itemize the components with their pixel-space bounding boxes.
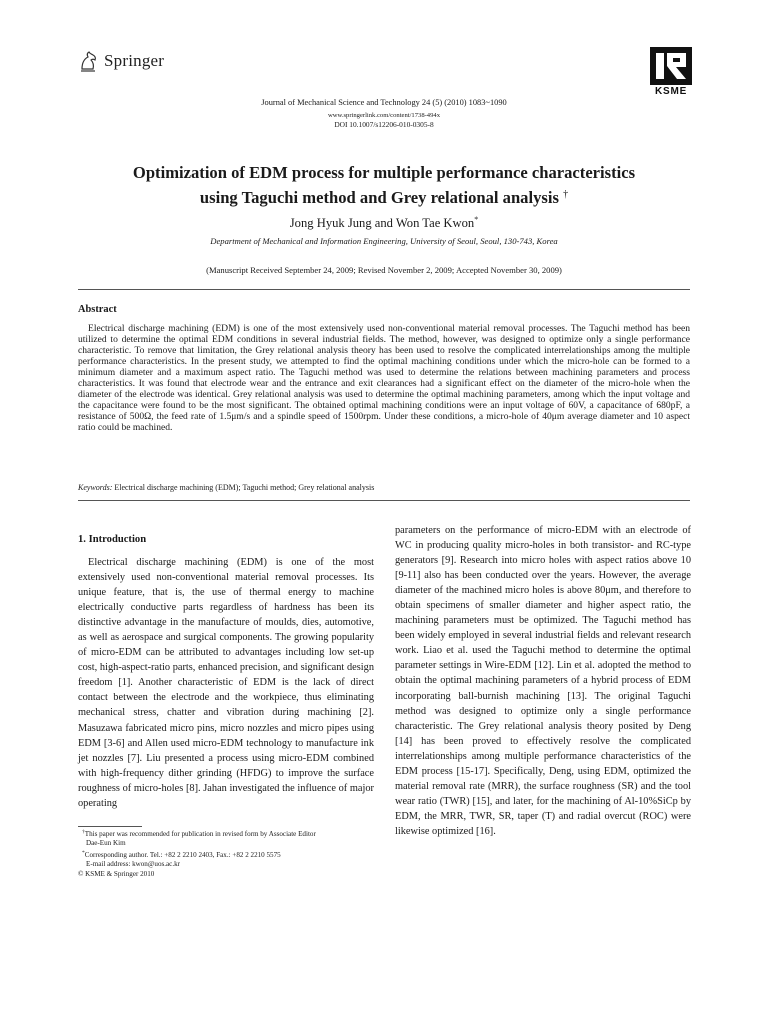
abstract-heading: Abstract (78, 304, 117, 315)
footnote-mark-asterisk: * (82, 849, 85, 856)
abstract-text: Electrical discharge machining (EDM) is one of the most extensively used non-conventional material removal processes. The Taguchi method has been utilized to determine the optimal EDM conditions in several industrial fields. The method, however, was designed to optimize only a single performance characteristic. To remove that limitation, the Grey relational analysis theory has been used to resolve the complicated interrelationships among the multiple performance characteristics. In the present study, we attempted to find the optimal machining conditions under which the micro-hole can be formed to a minimum diameter and a maximum aspect ratio. The Taguchi method was used to determine the relations between machining parameters and process characteristics. It was found that electrode wear and the entrance and exit clearances had a significant effect on the diameter of the micro-hole when the diameter of the electrode was identical. Grey relational analysis was used to determine the optimal machining parameters, among which the input voltage and the capacitance were found to be the most significant. The obtained optimal machining conditions were an input voltage of 60V, a capacitance of 680pF, a resistance of 500Ω, the feed rate of 1.5μm/s and a spindle speed of 1500rpm. Under these conditions, a micro-hole of 40μm average diameter and 10 aspect ratio could be machined. (78, 323, 690, 434)
footnote-email: E-mail address: kwon@uos.ac.kr (86, 860, 180, 869)
journal-citation: Journal of Mechanical Science and Technology 24 (5) (2010) 1083~1090 (261, 98, 507, 107)
journal-header (0, 98, 768, 129)
manuscript-dates: (Manuscript Received September 24, 2009; Revised November 2, 2009; Accepted November 30, 2009) (206, 265, 562, 275)
body-column-left: Electrical discharge machining (EDM) is one of the most extensively used non-conventional material removal processes. Its unique feature, that is, the use of thermal energy to machine electrically conductive parts regardless of hardness has been its distinctive advantage in the manufacture of moulds, dies, automotive, as well as aerospace and surgical components. The growing popularity of micro-EDM can be attributed to advantages including low set-up cost, high-aspect-ratio parts, enhanced precision, and significant design freedom [1]. Another characteristic of EDM is the lack of direct contact between the electrode and the workpiece, thus eliminating mechanical stress, chatter and vibration during machining [2]. Masuzawa fabricated micro pins, micro nozzles and micro pipes using EDM [3-6] and Allen used micro-EDM technology to manufacture ink jet nozzles [7]. Liu presented a process using micro-EDM combined with high-frequency dither grinding (HFDG) to improve the surface roughness of micro-holes [8]. Jahan investigated the influence of major operating (78, 557, 374, 809)
keywords-label: Keywords: (78, 483, 113, 492)
footnote-corresponding (78, 849, 378, 860)
abstract-bottom-divider (78, 500, 690, 501)
body-column-right: parameters on the performance of micro-EDM with an electrode of WC in producing quality micro-holes in both transistor- and RC-type generators [9]. Research into micro holes with aspect ratios above 10 [9-11] also has been conducted over the years. However, the average diameter of the machined micro holes is above 80μm, and therefore to obtain specimens of smaller diameter and higher aspect ratio, the machining parameters must be optimized. The Taguchi method has been widely employed in several industrial fields and relevant research work. Liao et al. used the Taguchi method to determine the optimal parameter settings in Wire-EDM [12]. Lin et al. adopted the method to obtain the optimal machining parameters of a hybrid process of EDM incorporating ball-burnish machining [13]. The original Taguchi method was designed to optimize only a single performance characteristic. The Grey relational analysis theory posited by Deng [14] has been proved to effectively resolve the complicated interrelationships among multiple performance characteristics of the EDM process [15-17]. Specifically, Deng, using EDM, optimized the material removal rate (MRR), the surface roughness (SR) and the tool wear ratio (TWR) [15], and later, for the machining of Al-10%SiCp by EDM, the MRR, TWR, SR, taper (T) and radial overcut (ROC) were likewise optimized [16]. (395, 525, 691, 837)
springer-horse-icon (78, 49, 100, 73)
keywords (78, 483, 690, 493)
footnote-mark-dagger: † (82, 829, 85, 835)
author-footnote-mark: * (474, 215, 479, 224)
journal-website: www.springerlink.com/content/1738-494x (327, 112, 440, 119)
paper-title-line-1: Optimization of EDM process for multiple performance characteristics (132, 163, 636, 182)
title-footnote-mark: † (563, 189, 569, 200)
abstract-top-divider (78, 289, 690, 290)
copyright: © KSME & Springer 2010 (78, 869, 155, 878)
footnote-divider (78, 826, 142, 827)
springer-logo (78, 49, 164, 73)
footnotes (78, 828, 378, 879)
author-names: Jong Hyuk Jung and Won Tae Kwon (289, 216, 475, 230)
paper-authors (0, 212, 768, 231)
ksme-wordmark: KSME (654, 86, 688, 97)
ksme-emblem-icon (650, 47, 692, 85)
footnote-recommendation-text: This paper was recommended for publication in revised form by Associate Editor (84, 830, 316, 838)
author-affiliation: Department of Mechanical and Information Engineering, University of Seoul, Seoul, 130-743, Korea (210, 236, 558, 246)
footnote-corresponding-text: Corresponding author. Tel.: +82 2 2210 2403, Fax.: +82 2 2210 5575 (84, 850, 281, 859)
ksme-logo (648, 47, 694, 97)
keywords-list: Electrical discharge machining (EDM); Taguchi method; Grey relational analysis (112, 483, 375, 492)
journal-doi: DOI 10.1007/s12206-010-0305-8 (334, 120, 434, 129)
footnote-recommendation (78, 828, 378, 839)
footnote-editor-name: Dae-Eun Kim (86, 839, 126, 848)
springer-wordmark: Springer (104, 51, 165, 70)
paper-title-line-2: using Taguchi method and Grey relational analysis (199, 188, 559, 207)
section-heading-introduction: 1. Introduction (78, 534, 147, 545)
paper-title (0, 162, 768, 209)
